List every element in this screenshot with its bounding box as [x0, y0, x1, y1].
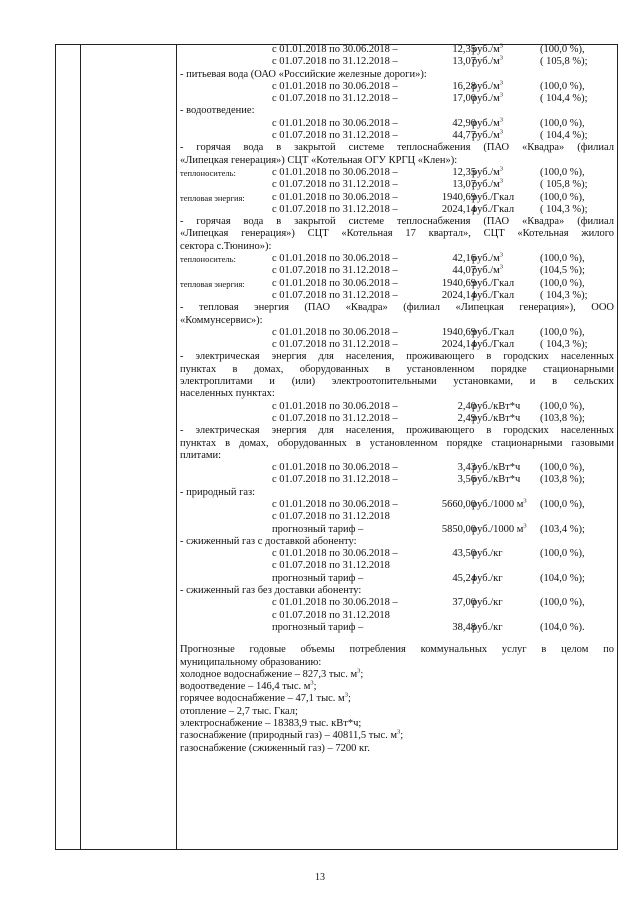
tariff-value: 13,07 — [452, 56, 476, 68]
tariff-row — [180, 253, 614, 265]
summary-intro-line-2: муниципальному образованию: — [180, 656, 322, 668]
tariff-row — [180, 81, 614, 93]
tariff-unit-wrap — [472, 130, 503, 142]
percent: (100,0 %), — [540, 597, 585, 609]
tariff-value: 37,00 — [452, 597, 476, 609]
period: с 01.07.2018 по 31.12.2018 – — [272, 265, 398, 277]
tariff-unit-wrap — [472, 118, 503, 130]
tariff-value: 2024,14 — [441, 289, 476, 301]
summary-gas-natural-text: газоснабжение (природный газ) – 40811,5 тыс. м — [180, 730, 397, 742]
tariff-unit: руб./кг — [472, 548, 503, 560]
tariff-value: 17,00 — [452, 93, 476, 105]
tariff-unit: руб./м — [472, 93, 500, 105]
period: с 01.07.2018 по 31.12.2018 – — [272, 56, 398, 68]
tariff-unit-wrap — [472, 179, 503, 191]
period: с 01.01.2018 по 30.06.2018 – — [272, 548, 398, 560]
resource-label: теплоноситель: — [180, 254, 236, 265]
line-text: пунктах в домах, оборудованных в установленном порядке стационарными газовыми — [180, 437, 614, 449]
period: с 01.01.2018 по 30.06.2018 – — [272, 498, 398, 510]
percent: (103,8 %); — [540, 412, 585, 424]
line-text: сектора с.Тюнино»): — [180, 240, 272, 252]
tariff-unit: руб./Гкал — [472, 339, 515, 351]
period: с 01.07.2018 по 31.12.2018 – — [272, 339, 398, 351]
tariff-unit-wrap — [472, 253, 503, 265]
text-line — [180, 610, 614, 622]
period: с 01.01.2018 по 30.06.2018 – — [272, 597, 398, 609]
period: с 01.01.2018 по 30.06.2018 – — [272, 117, 398, 129]
line-text: - сжиженный газ без доставки абоненту: — [180, 585, 362, 597]
semicolon: ; — [400, 730, 404, 742]
percent: ( 104,3 %); — [540, 203, 588, 215]
tariff-value: 5850,00 — [441, 523, 476, 535]
tariff-unit: руб./м — [472, 130, 500, 142]
period: с 01.01.2018 по 30.06.2018 – — [272, 462, 398, 474]
percent: (100,0 %), — [540, 253, 585, 265]
text-line — [180, 228, 614, 240]
percent: ( 105,8 %); — [540, 179, 588, 191]
column-divider-1 — [80, 44, 81, 850]
tariff-row — [180, 474, 614, 486]
percent: (100,0 %), — [540, 80, 585, 92]
tariff-unit-wrap — [472, 524, 527, 536]
line-text: - сжиженный газ с доставкой абоненту: — [180, 535, 357, 547]
percent: (100,0 %), — [540, 44, 585, 55]
superscript: 3 — [523, 497, 527, 505]
tariff-unit: руб./м — [472, 179, 500, 191]
percent: (100,0 %), — [540, 117, 585, 129]
resource-label: теплоноситель: — [180, 167, 236, 178]
tariff-value: 13,07 — [452, 179, 476, 191]
superscript: 3 — [310, 679, 314, 687]
tariff-unit: руб./1000 м — [472, 498, 524, 510]
tariff-value: 12,35 — [452, 44, 476, 55]
percent: (100,0 %), — [540, 462, 585, 474]
tariff-unit: руб./кг — [472, 597, 503, 609]
line-text: пунктах в домах, оборудованных в установленном порядке стационарными — [180, 363, 614, 375]
tariff-value: 42,90 — [452, 117, 476, 129]
line-text: - тепловая энергия (ПАО «Квадра» (филиал «Липецкая генерация»), ООО — [180, 302, 614, 314]
period: с 01.07.2018 по 31.12.2018 – — [272, 203, 398, 215]
tariff-unit: руб./Гкал — [472, 289, 515, 301]
tariff-row — [180, 278, 614, 290]
summary-electricity: электроснабжение – 18383,9 тыс. кВт*ч; — [180, 718, 362, 730]
tariff-value: 2,49 — [457, 412, 476, 424]
tariff-row — [180, 56, 614, 68]
period: с 01.01.2018 по 30.06.2018 – — [272, 191, 398, 203]
forecast-label: прогнозный тариф – — [272, 523, 364, 535]
summary-hot-water-text: горячее водоснабжение – 47,1 тыс. м — [180, 693, 345, 705]
tariff-row — [180, 499, 614, 511]
percent: (100,0 %), — [540, 548, 585, 560]
summary-cold-water — [180, 669, 614, 681]
text-line — [180, 511, 614, 523]
superscript: 3 — [499, 177, 504, 185]
line-text: электроплитами и (или) электроотопительными установками, и в сельских — [180, 376, 614, 388]
tariff-row — [180, 167, 614, 179]
percent: (104,5 %); — [540, 265, 585, 277]
superscript: 3 — [499, 165, 504, 173]
tariff-unit: руб./Гкал — [472, 277, 515, 289]
superscript: 3 — [499, 54, 504, 62]
superscript: 3 — [499, 251, 504, 259]
text-line — [180, 536, 614, 548]
summary-cold-water-text: холодное водоснабжение – 827,3 тыс. м — [180, 668, 358, 680]
tariff-unit: руб./1000 м — [472, 523, 524, 535]
line-text: - питьевая вода (ОАО «Российские железные дороги»): — [180, 68, 427, 80]
summary-heating: отопление – 2,7 тыс. Гкал; — [180, 705, 298, 717]
tariff-value: 42,16 — [452, 253, 476, 265]
text-line — [180, 241, 614, 253]
period: с 01.07.2018 по 31.12.2018 – — [272, 130, 398, 142]
column-divider-2 — [176, 44, 177, 850]
line-text: «Липецкая генерация») СЦТ «Котельная 17 квартал», СЦТ «Котельная жилого — [180, 228, 614, 240]
tariff-value: 1940,69 — [441, 277, 476, 289]
percent: (104,0 %); — [540, 572, 585, 584]
period: с 01.07.2018 по 31.12.2018 – — [272, 289, 398, 301]
tariff-row — [180, 265, 614, 277]
superscript: 3 — [499, 79, 504, 87]
tariff-row — [180, 339, 614, 351]
text-line — [180, 315, 614, 327]
superscript: 3 — [357, 667, 361, 675]
text-line — [180, 216, 614, 228]
percent: ( 104,3 %); — [540, 289, 588, 301]
tariff-unit-wrap — [472, 167, 503, 179]
tariff-unit: руб./м — [472, 56, 500, 68]
tariff-unit: руб./м — [472, 44, 500, 55]
tariff-unit: руб./м — [472, 265, 500, 277]
period: с 01.01.2018 по 30.06.2018 – — [272, 80, 398, 92]
tariff-row — [180, 44, 614, 56]
tariff-row — [180, 192, 614, 204]
semicolon: ; — [347, 693, 351, 705]
line-text: - природный газ: — [180, 486, 256, 498]
period: с 01.01.2018 по 30.06.2018 – — [272, 253, 398, 265]
line-text: с 01.07.2018 по 31.12.2018 — [272, 609, 390, 621]
text-line — [180, 105, 614, 117]
tariff-row — [180, 130, 614, 142]
text-line — [180, 450, 614, 462]
text-line — [180, 364, 614, 376]
percent: (100,0 %), — [540, 166, 585, 178]
superscript: 3 — [499, 263, 504, 271]
superscript: 3 — [499, 116, 504, 124]
percent: ( 104,4 %); — [540, 130, 588, 142]
tariff-row — [180, 462, 614, 474]
text-line — [180, 351, 614, 363]
tariff-unit: руб./Гкал — [472, 203, 515, 215]
tariff-row — [180, 413, 614, 425]
tariff-row — [180, 204, 614, 216]
tariff-list — [180, 44, 614, 634]
tariff-unit: руб./кВт*ч — [472, 412, 521, 424]
text-line — [180, 142, 614, 154]
tariff-value: 3,43 — [457, 462, 476, 474]
period: с 01.07.2018 по 31.12.2018 – — [272, 93, 398, 105]
tariff-unit-wrap — [472, 265, 503, 277]
tariff-unit: руб./кг — [472, 621, 503, 633]
tariff-cell — [180, 44, 614, 755]
text-line — [180, 302, 614, 314]
tariff-row — [180, 524, 614, 536]
percent: (100,0 %), — [540, 191, 585, 203]
tariff-unit-wrap — [472, 93, 503, 105]
text-line — [180, 487, 614, 499]
percent: (104,0 %). — [540, 621, 585, 633]
line-text: «Коммунсервис»): — [180, 314, 263, 326]
tariff-value: 45,24 — [452, 572, 476, 584]
tariff-row — [180, 118, 614, 130]
tariff-row — [180, 290, 614, 302]
line-text: - электрическая энергия для населения, проживающего в городских населенных — [180, 425, 614, 437]
superscript: 3 — [523, 522, 527, 530]
tariff-row — [180, 327, 614, 339]
period: с 01.01.2018 по 30.06.2018 – — [272, 400, 398, 412]
tariff-unit: руб./кВт*ч — [472, 474, 521, 486]
summary-hot-water — [180, 693, 614, 705]
percent: ( 104,4 %); — [540, 93, 588, 105]
semicolon: ; — [360, 668, 364, 680]
line-text: с 01.07.2018 по 31.12.2018 — [272, 560, 390, 572]
summary-drainage-text: водоотведение – 146,4 тыс. м — [180, 681, 311, 693]
tariff-row — [180, 179, 614, 191]
tariff-unit: руб./Гкал — [472, 326, 515, 338]
text-line — [180, 376, 614, 388]
period: с 01.01.2018 по 30.06.2018 – — [272, 44, 398, 55]
percent: (100,0 %), — [540, 498, 585, 510]
tariff-value: 16,28 — [452, 80, 476, 92]
tariff-value: 12,35 — [452, 166, 476, 178]
tariff-unit-wrap — [472, 81, 503, 93]
line-text: - электрическая энергия для населения, проживающего в городских населенных — [180, 351, 614, 363]
text-line — [180, 560, 614, 572]
percent: (100,0 %), — [540, 277, 585, 289]
tariff-unit: руб./м — [472, 117, 500, 129]
text-line — [180, 438, 614, 450]
period: с 01.07.2018 по 31.12.2018 – — [272, 179, 398, 191]
period: с 01.01.2018 по 30.06.2018 – — [272, 277, 398, 289]
line-text: «Липецкая генерация») СЦТ «Котельная ОГУ КРГЦ «Клен»): — [180, 154, 458, 166]
line-text: - водоотведение: — [180, 105, 255, 117]
forecast-label: прогнозный тариф – — [272, 621, 364, 633]
summary-gas-natural — [180, 730, 614, 742]
period: с 01.07.2018 по 31.12.2018 – — [272, 474, 398, 486]
tariff-unit: руб./кг — [472, 572, 503, 584]
summary-block — [180, 644, 614, 755]
line-text: - горячая вода в закрытой системе теплоснабжения (ПАО «Квадра» (филиал — [180, 142, 614, 154]
tariff-value: 1940,69 — [441, 326, 476, 338]
forecast-label: прогнозный тариф – — [272, 572, 364, 584]
period: с 01.07.2018 по 31.12.2018 – — [272, 412, 398, 424]
tariff-row — [180, 401, 614, 413]
tariff-value: 38,48 — [452, 621, 476, 633]
text-line — [180, 585, 614, 597]
tariff-unit-wrap — [472, 499, 527, 511]
text-line — [180, 388, 614, 400]
tariff-row — [180, 597, 614, 609]
superscript: 3 — [397, 728, 401, 736]
semicolon: ; — [313, 681, 317, 693]
tariff-value: 5660,00 — [441, 498, 476, 510]
resource-label: тепловая энергия: — [180, 192, 245, 203]
summary-drainage — [180, 681, 614, 693]
percent: ( 104,3 %); — [540, 339, 588, 351]
percent: ( 105,8 %); — [540, 56, 588, 68]
superscript: 3 — [344, 691, 348, 699]
period: с 01.01.2018 по 30.06.2018 – — [272, 326, 398, 338]
resource-label: тепловая энергия: — [180, 278, 245, 289]
line-text: плитами: — [180, 449, 222, 461]
percent: (100,0 %), — [540, 400, 585, 412]
text-line — [180, 155, 614, 167]
line-text: с 01.07.2018 по 31.12.2018 — [272, 511, 390, 523]
tariff-row — [180, 622, 614, 634]
page-number: 13 — [315, 872, 325, 883]
tariff-unit: руб./м — [472, 166, 500, 178]
tariff-value: 1940,69 — [441, 191, 476, 203]
period: с 01.01.2018 по 30.06.2018 – — [272, 166, 398, 178]
tariff-value: 44,77 — [452, 130, 476, 142]
tariff-unit: руб./Гкал — [472, 191, 515, 203]
tariff-unit-wrap — [472, 44, 503, 56]
tariff-unit: руб./м — [472, 80, 500, 92]
percent: (103,4 %); — [540, 523, 585, 535]
tariff-value: 2024,14 — [441, 339, 476, 351]
tariff-value: 3,56 — [457, 474, 476, 486]
line-text: населенных пунктах: — [180, 388, 275, 400]
tariff-value: 43,50 — [452, 548, 476, 560]
superscript: 3 — [499, 42, 504, 50]
superscript: 3 — [499, 91, 504, 99]
tariff-row — [180, 548, 614, 560]
summary-intro-line-1: Прогнозные годовые объемы потребления коммунальных услуг в целом по — [180, 644, 614, 656]
superscript: 3 — [499, 128, 504, 136]
text-line — [180, 69, 614, 81]
tariff-row — [180, 93, 614, 105]
tariff-unit: руб./кВт*ч — [472, 462, 521, 474]
tariff-unit: руб./кВт*ч — [472, 400, 521, 412]
tariff-unit-wrap — [472, 56, 503, 68]
text-line — [180, 425, 614, 437]
tariff-value: 2,40 — [457, 400, 476, 412]
tariff-row — [180, 573, 614, 585]
tariff-unit: руб./м — [472, 253, 500, 265]
tariff-value: 2024,14 — [441, 203, 476, 215]
line-text: - горячая вода в закрытой системе теплоснабжения (ПАО «Квадра» (филиал — [180, 216, 614, 228]
tariff-value: 44,07 — [452, 265, 476, 277]
summary-gas-liquid: газоснабжение (сжиженный газ) – 7200 кг. — [180, 742, 370, 754]
percent: (103,8 %); — [540, 474, 585, 486]
percent: (100,0 %), — [540, 326, 585, 338]
